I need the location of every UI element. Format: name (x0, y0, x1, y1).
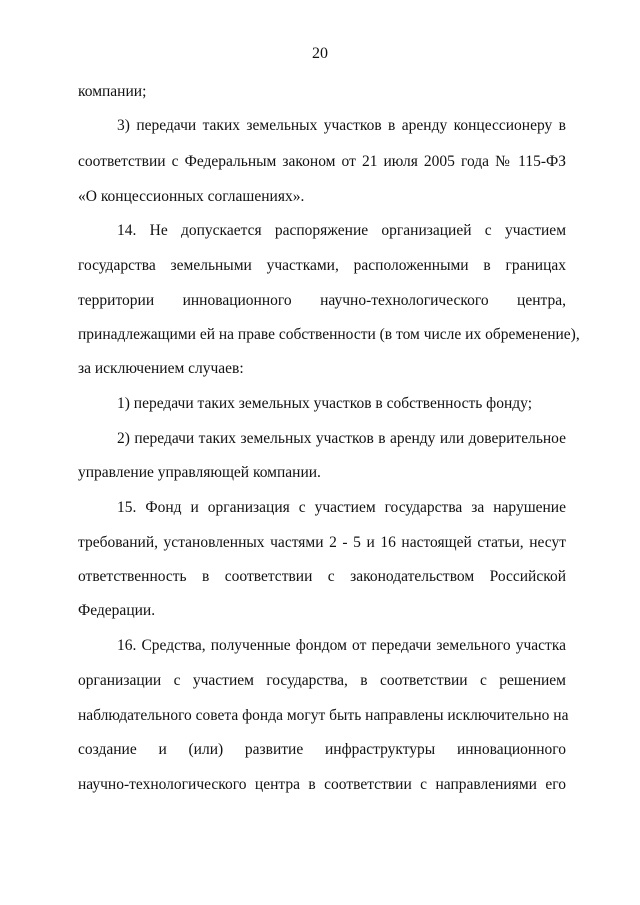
text-line: Федерации. (78, 602, 156, 619)
text-line: требований, установленных частями 2 - 5 и 16 настоящей статьи, несут (78, 534, 566, 551)
text-line: 3) передачи таких земельных участков в аренду концессионеру в (117, 117, 566, 134)
text-line: создание и (или) развитие инфраструктуры инновационного (78, 741, 566, 758)
text-line: за исключением случаев: (78, 360, 244, 377)
page-number: 20 (312, 45, 328, 62)
text-line: территории инновационного научно-технологического центра, (78, 292, 566, 309)
text-line: наблюдательного совета фонда могут быть направлены исключительно на (78, 707, 569, 724)
text-line: компании; (78, 83, 147, 100)
text-line: «О концессионных соглашениях». (78, 188, 305, 205)
text-line: управление управляющей компании. (78, 464, 321, 481)
text-line: ответственность в соответствии с законодательством Российской (78, 568, 566, 585)
text-line: 16. Средства, полученные фондом от передачи земельного участка (117, 637, 566, 654)
text-line: 15. Фонд и организация с участием государства за нарушение (117, 499, 566, 516)
text-line: 2) передачи таких земельных участков в аренду или доверительное (117, 430, 566, 447)
text-line: 14. Не допускается распоряжение организацией с участием (117, 222, 566, 239)
text-line: государства земельными участками, расположенными в границах (78, 257, 566, 274)
text-line: 1) передачи таких земельных участков в собственность фонду; (117, 395, 533, 412)
text-line: принадлежащими ей на праве собственности (в том числе их обременение), (78, 326, 580, 343)
text-line: научно-технологического центра в соответствии с направлениями его (78, 776, 566, 793)
text-line: организации с участием государства, в соответствии с решением (78, 672, 566, 689)
text-line: соответствии с Федеральным законом от 21 июля 2005 года № 115-ФЗ (78, 153, 566, 170)
